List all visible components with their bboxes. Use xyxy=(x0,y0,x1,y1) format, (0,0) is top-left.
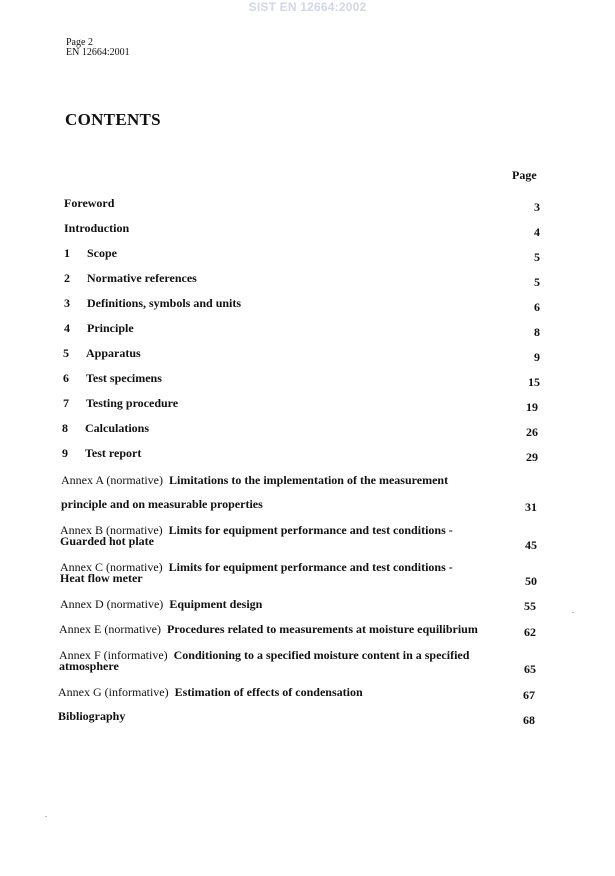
toc-entry-page: 62 xyxy=(524,625,536,639)
toc-entry-number: 6 xyxy=(63,371,69,385)
toc-entry-number: 5 xyxy=(63,346,69,360)
toc-entry-page: 31 xyxy=(525,500,537,514)
toc-entry-page: 4 xyxy=(534,225,540,239)
toc-entry-section[interactable] xyxy=(64,271,197,286)
scan-speck xyxy=(572,612,574,613)
watermark: SIST EN 12664:2002 xyxy=(248,0,367,14)
toc-entry-title: Normative references xyxy=(87,271,197,285)
toc-entry-title: Calculations xyxy=(85,421,150,435)
annex-title-continued: principle and on measurable properties xyxy=(61,497,263,511)
toc-entry-number: 4 xyxy=(64,321,70,335)
toc-annex-f[interactable] xyxy=(59,648,469,663)
page-title: CONTENTS xyxy=(65,110,161,129)
standard-id: EN 12664:2001 xyxy=(66,47,130,58)
toc-entry-title: Testing procedure xyxy=(86,396,179,410)
annex-label: Annex D (normative) xyxy=(60,597,164,611)
annex-title-continued: Heat flow meter xyxy=(60,571,143,585)
toc-entry-number: 1 xyxy=(64,246,70,260)
toc-entry-page: 9 xyxy=(534,350,540,364)
toc-entry-number: 2 xyxy=(64,271,70,285)
annex-title: Procedures related to measurements at moisture equilibrium xyxy=(166,622,478,636)
toc-entry-page: 68 xyxy=(523,713,535,727)
annex-label: Annex F (informative) xyxy=(59,648,168,662)
toc-entry-foreword[interactable] xyxy=(64,196,114,211)
toc-entry-page: 3 xyxy=(534,200,540,214)
toc-annex-g[interactable] xyxy=(58,685,363,700)
toc-entry-section[interactable] xyxy=(63,396,178,411)
annex-label: Annex A (normative) xyxy=(61,473,163,487)
toc-entry-title: Test specimens xyxy=(86,371,162,385)
toc-entry-page: 45 xyxy=(525,538,537,552)
toc-entry-page: 19 xyxy=(526,400,538,414)
toc-entry-section[interactable] xyxy=(63,371,162,386)
toc-entry-bibliography[interactable] xyxy=(58,709,125,724)
toc-entry-title: Principle xyxy=(87,321,134,335)
annex-title-continued: atmosphere xyxy=(59,659,119,673)
toc-entry-section[interactable] xyxy=(62,421,149,436)
toc-entry-title: Apparatus xyxy=(86,346,141,360)
toc-entry-introduction[interactable] xyxy=(64,221,129,236)
toc-entry-page: 65 xyxy=(524,662,536,676)
toc-entry-page: 67 xyxy=(523,688,535,702)
toc-entry-title: Definitions, symbols and units xyxy=(87,296,242,310)
annex-label: Annex E (normative) xyxy=(59,622,161,636)
annex-label: Annex C (normative) xyxy=(60,560,163,574)
annex-title: Equipment design xyxy=(169,597,263,611)
annex-title: Conditioning to a specified moisture content in a specified xyxy=(173,648,470,662)
toc-entry-number: 9 xyxy=(62,446,68,460)
toc-entry-section[interactable] xyxy=(63,346,141,361)
annex-title: Limits for equipment performance and test conditions - xyxy=(168,560,453,574)
annex-label: Annex B (normative) xyxy=(60,523,163,537)
annex-title: Limits for equipment performance and test conditions - xyxy=(168,523,453,537)
annex-title: Estimation of effects of condensation xyxy=(174,685,363,699)
toc-entry-page: 29 xyxy=(526,450,538,464)
toc-entry-page: 55 xyxy=(524,599,536,613)
toc-entry-title: Scope xyxy=(87,246,117,260)
toc-entry-title: Bibliography xyxy=(58,709,126,723)
page-number: Page 2 xyxy=(66,37,93,48)
toc-entry-page: 5 xyxy=(534,250,540,264)
toc-entry-title: Foreword xyxy=(64,196,115,210)
toc-entry-page: 6 xyxy=(534,300,540,314)
toc-entry-title: Introduction xyxy=(64,221,130,235)
toc-annex-d[interactable] xyxy=(60,597,262,612)
toc-entry-section[interactable] xyxy=(62,446,141,461)
annex-label: Annex G (informative) xyxy=(58,685,169,699)
toc-entry-page: 50 xyxy=(525,574,537,588)
page-column-label: Page xyxy=(512,168,537,182)
toc-entry-page: 26 xyxy=(526,425,538,439)
toc-entry-number: 3 xyxy=(64,296,70,310)
toc-entry-number: 7 xyxy=(63,396,69,410)
toc-entry-section[interactable] xyxy=(64,296,241,311)
toc-entry-page: 5 xyxy=(534,275,540,289)
toc-annex-a[interactable] xyxy=(61,473,448,488)
toc-entry-section[interactable] xyxy=(64,246,117,261)
annex-title: Limitations to the implementation of the measurement xyxy=(168,473,449,487)
scan-speck xyxy=(45,816,47,817)
toc-entry-section[interactable] xyxy=(64,321,134,336)
annex-title-continued: Guarded hot plate xyxy=(60,534,155,548)
toc-entry-page: 8 xyxy=(534,325,540,339)
toc-entry-number: 8 xyxy=(62,421,68,435)
toc-entry-title: Test report xyxy=(85,446,142,460)
toc-entry-page: 15 xyxy=(528,375,540,389)
toc-annex-e[interactable] xyxy=(59,622,478,637)
